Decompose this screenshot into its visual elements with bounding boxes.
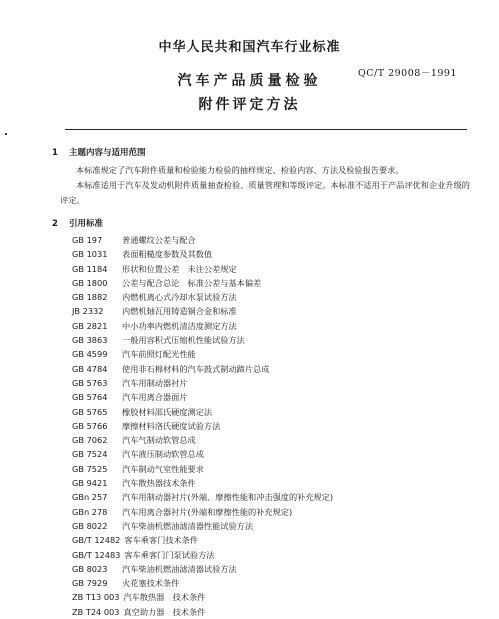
- reference-item: [72, 447, 472, 461]
- reference-title: 汽车用离合器面片: [122, 392, 188, 403]
- reference-title: 形状和位置公差 未注公差规定: [122, 263, 237, 274]
- section-paragraph: 本标准规定了汽车附件质量和检验能力检验的抽样规定、检验内容、方法及检验报告要求。: [76, 165, 404, 175]
- reference-title: 橡胶材料邵氏硬度测定法: [122, 406, 213, 417]
- reference-title: 汽车柴油机燃油滤清器性能试验方法: [122, 520, 254, 531]
- section-paragraph: 本标准适用于汽车及发动机附件质量抽查检验、质量管理和等级评定。本标准不适用于产品评优和企业升级的评定。: [60, 180, 470, 205]
- reference-title: 普通螺纹公差与配合: [122, 235, 196, 245]
- reference-title: 汽车制动气室性能要求: [122, 463, 204, 474]
- standard-number: QC/T 29008－1991: [357, 68, 457, 79]
- reference-title: 汽车柴油机燃油滤清器试验方法: [122, 563, 237, 574]
- section-heading-2: [52, 217, 103, 229]
- header-divider: [65, 129, 467, 130]
- reference-title: 中小功率内燃机清洁度测定方法: [122, 320, 237, 331]
- reference-item: [72, 605, 472, 619]
- reference-code: GB/T 12482: [72, 535, 121, 546]
- reference-item: [72, 276, 472, 290]
- section-number: 1: [52, 148, 58, 158]
- reference-item: [72, 505, 472, 519]
- reference-title: 汽车前照灯配光性能: [122, 349, 196, 360]
- reference-code: GB 1031: [72, 249, 108, 260]
- reference-item: [72, 290, 472, 304]
- reference-title: 摩擦材料洛氏硬度试验方法: [122, 420, 221, 431]
- reference-item: [72, 247, 472, 261]
- scan-mark: [5, 133, 7, 135]
- reference-title: 表面粗糙度参数及其数值: [122, 249, 213, 260]
- reference-code: GB 1800: [72, 277, 108, 288]
- reference-title: 汽车液压制动软管总成: [122, 449, 204, 460]
- reference-item: [72, 576, 472, 590]
- reference-code: GB 7062: [72, 435, 108, 446]
- reference-code: ZB T13 003: [72, 592, 120, 603]
- reference-code: GB 4599: [72, 349, 108, 360]
- reference-item: [72, 533, 472, 547]
- reference-item: [72, 347, 472, 361]
- reference-code: GB 5763: [72, 377, 108, 388]
- reference-item: [72, 462, 472, 476]
- reference-code: GB 197: [72, 235, 103, 245]
- reference-code: GB 5764: [72, 392, 108, 403]
- reference-title: 一般用容积式压缩机性能试验方法: [122, 335, 245, 346]
- reference-code: GB 9421: [72, 478, 108, 489]
- reference-item: [72, 233, 472, 247]
- reference-code: GB 4784: [72, 363, 108, 374]
- reference-item: [72, 304, 472, 318]
- reference-title: 内燃机轴瓦用铸造铜合金和标准: [122, 306, 237, 317]
- reference-code: GB 1882: [72, 292, 108, 303]
- document-subtitle: 附件评定方法: [198, 97, 301, 113]
- reference-item: [72, 376, 472, 390]
- reference-item: [72, 476, 472, 490]
- reference-item: [72, 562, 472, 576]
- reference-title: 内燃机离心式冷却水泵试验方法: [122, 292, 237, 303]
- document-title: 汽车产品质量检验: [177, 73, 322, 89]
- reference-title: 汽车用制动器衬片(外端、摩擦性能和冲击强度的补充规定): [122, 492, 334, 503]
- section-title: 引用标准: [68, 219, 103, 229]
- issuing-organization: 中华人民共和国汽车行业标准: [158, 40, 341, 55]
- reference-title: 汽车散热器技术条件: [122, 478, 196, 489]
- reference-title: 公差与配合总论 标准公差与基本偏差: [122, 277, 262, 288]
- reference-code: GB 5766: [72, 420, 108, 431]
- reference-code: GB 1184: [72, 263, 108, 274]
- section-heading-1: [52, 146, 145, 158]
- reference-item: [72, 419, 472, 433]
- reference-item: [72, 548, 472, 562]
- reference-code: GB/T 12483: [72, 549, 121, 560]
- reference-item: [72, 262, 472, 276]
- reference-item: [72, 433, 472, 447]
- reference-title: 汽车用制动器衬片: [122, 377, 188, 388]
- reference-item: [72, 362, 472, 376]
- reference-code: GB 8023: [72, 563, 108, 574]
- reference-code: GBn 278: [72, 506, 108, 517]
- reference-item: [72, 590, 472, 604]
- reference-item: [72, 319, 472, 333]
- reference-code: GB 3863: [72, 335, 108, 346]
- reference-title: 汽车气制动软管总成: [122, 435, 196, 446]
- reference-item: [72, 490, 472, 504]
- reference-code: GB 5765: [72, 406, 108, 417]
- reference-item: [72, 405, 472, 419]
- reference-code: GB 8022: [72, 520, 108, 531]
- reference-title: 真空助力器 技术条件: [123, 606, 206, 617]
- reference-code: ZB T24 003: [72, 606, 120, 617]
- reference-code: GB 7524: [72, 449, 108, 460]
- reference-code: JB 2332: [72, 306, 104, 317]
- reference-item: [72, 333, 472, 347]
- reference-code: GB 7525: [72, 463, 108, 474]
- normative-references-list: [72, 233, 472, 619]
- reference-item: [72, 519, 472, 533]
- reference-title: 客车乘客门技术条件: [124, 535, 199, 546]
- reference-code: GBn 257: [72, 492, 108, 503]
- reference-code: GB 7929: [72, 578, 108, 589]
- reference-code: GB 2821: [72, 320, 108, 331]
- reference-title: 火花塞技术条件: [122, 578, 180, 589]
- reference-title: 使用非石棉材料的汽车鼓式制动蹄片总成: [122, 363, 270, 374]
- section-number: 2: [52, 219, 58, 229]
- reference-title: 汽车用离合器衬片(外端和摩擦性能的补充规定): [122, 506, 293, 517]
- reference-item: [72, 390, 472, 404]
- reference-title: 客车乘客门门泵试验方法: [124, 549, 215, 560]
- section-title: 主题内容与适用范围: [68, 148, 146, 158]
- reference-title: 汽车散热器 技术条件: [123, 592, 206, 603]
